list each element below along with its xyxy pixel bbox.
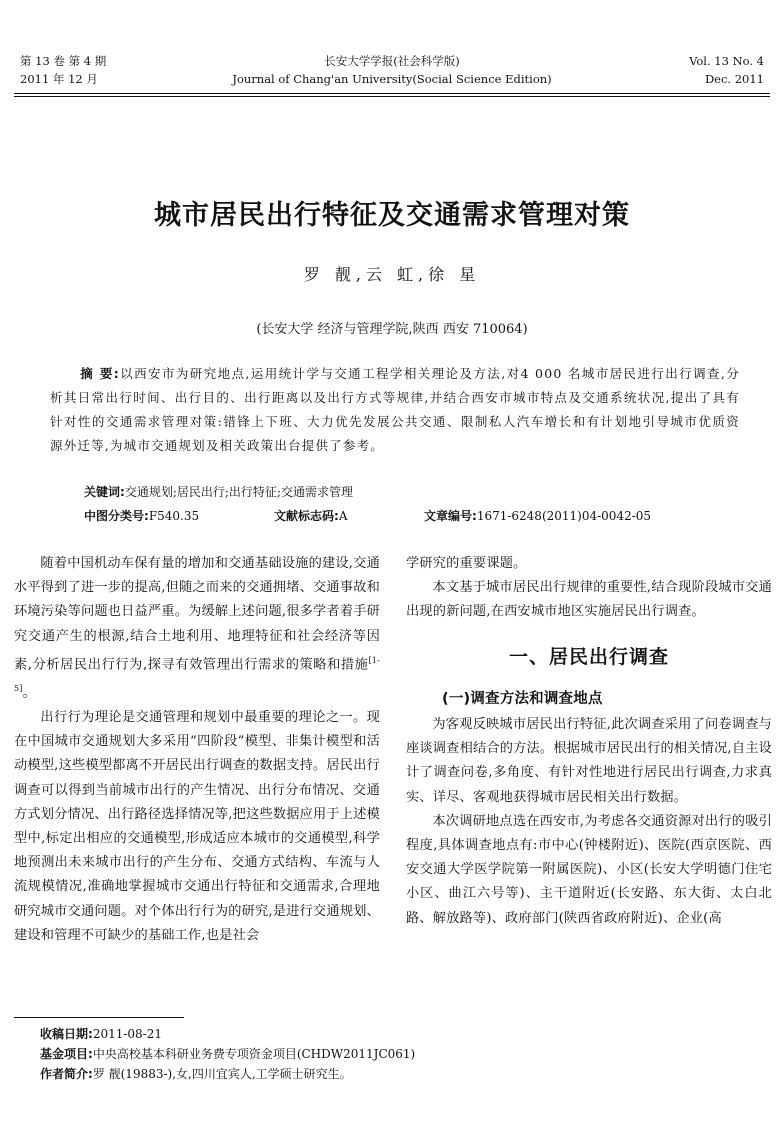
- body-paragraph: 本次调研地点选在西安市,为考虑各交通资源对出行的吸引程度,具体调查地点有:市中心(钟楼附近)、医院(西京医院、西安交通大学医学院第一附属医院)、小区(长安大学明德门住宅小区、曲江六号等)、主干道附近(长安路、东大街、太白北路、解放路等)、政府部门(陕西省政府附近)、企业(高: [406, 813, 772, 926]
- footnote-received: [40, 1024, 162, 1044]
- header-date-cn: 2011 年 12 月: [20, 72, 98, 86]
- keywords: [84, 482, 353, 502]
- header-volume-en: [689, 52, 764, 88]
- header-vol-no: Vol. 13 No. 4: [689, 54, 764, 68]
- header-rule-thin: [14, 96, 770, 97]
- article-no-value: 1671-6248(2011)04-0042-05: [476, 509, 652, 523]
- classification-line: [84, 506, 744, 526]
- header-journal-name: [20, 52, 764, 88]
- received-value: 2011-08-21: [92, 1027, 162, 1041]
- article-authors: 罗 靓,云 虹,徐 星: [303, 265, 481, 284]
- citation: [1-5]: [14, 655, 380, 694]
- article-no-label: 文章编号:: [424, 509, 477, 523]
- body-paragraph: 本文基于城市居民出行规律的重要性,结合现阶段城市交通出现的新问题,在西安城市地区实施居民出行调查。: [406, 580, 772, 620]
- footnote-fund: [40, 1044, 415, 1064]
- author-bio-value: 罗 靓(19883-),女,四川宜宾人,工学硕士研究生。: [92, 1067, 352, 1081]
- body-column-left: [14, 552, 380, 948]
- body-column-right: [406, 552, 772, 931]
- section-heading: 一、居民出行调查: [508, 645, 669, 668]
- received-label: 收稿日期:: [40, 1027, 93, 1041]
- body-paragraph: 学研究的重要课题。: [406, 556, 527, 571]
- header-journal-cn: 长安大学学报(社会科学版): [324, 54, 460, 68]
- doc-code-value: A: [338, 509, 348, 523]
- body-paragraph: 为客观反映城市居民出行特征,此次调查采用了问卷调查与座谈调查相结合的方法。根据城市居民出行的相关情况,自主设计了调查问卷,多角度、有针对性地进行居民出行调查,力求真实、详尽、客观地获得城市居民相关出行数据。: [406, 717, 772, 805]
- abstract: [50, 362, 740, 458]
- header-date-en: Dec. 2011: [704, 72, 764, 86]
- running-header: [20, 52, 764, 92]
- clc-value: F540.35: [148, 509, 200, 523]
- footnote-author: [40, 1064, 352, 1084]
- header-journal-en: Journal of Chang'an University(Social Science Edition): [232, 72, 552, 86]
- header-rule-thick: [14, 93, 770, 94]
- body-paragraph: 出行行为理论是交通管理和规划中最重要的理论之一。现在中国城市交通规划大多采用“四阶段”模型、非集计模型和活动模型,这些模型都离不开居民出行调查的数据支持。居民出行调查可以得到当前城市出行的产生情况、出行分布情况、交通方式划分情况、出行路径选择情况等,把这些数据应用于上述模型中,标定出相应的交通模型,形成适应本城市的交通模型,科学地预测出未来城市出行的产生分布、交通方式结构、车流与人流规模情况,准确地掌握城市交通出行特征和交通需求,合理地研究城市交通问题。对个体出行行为的研究,是进行交通规划、建设和管理不可缺少的基础工作,也是社会: [14, 710, 380, 943]
- paragraph-end: 。: [22, 685, 37, 701]
- body-paragraph: [14, 552, 380, 706]
- doc-code-label: 文献标志码:: [274, 509, 339, 523]
- author-affiliation: (长安大学 经济与管理学院,陕西 西安 710064): [256, 322, 528, 337]
- article-title: 城市居民出行特征及交通需求管理对策: [154, 200, 630, 231]
- abstract-text: 以西安市为研究地点,运用统计学与交通工程学相关理论及方法,对4 000 名城市居民进行出行调查,分析其日常出行时间、出行目的、出行距离以及出行方式等规律,并结合西安市城市特点及交通系统状况,提出了具有针对性的交通需求管理对策:错锋上下班、大力优先发展公共交通、限制私人汽车增长和有计划地引导城市优质资源外迁等,为城市交通规划及相关政策出台提供了参考。: [50, 366, 740, 453]
- keywords-text: 交通规划;居民出行;出行特征;交通需求管理: [124, 485, 353, 499]
- author-bio-label: 作者简介:: [40, 1067, 93, 1081]
- footnote-rule: [14, 1017, 184, 1018]
- subsection-heading: (一)调查方法和调查地点: [442, 690, 603, 707]
- fund-label: 基金项目:: [40, 1047, 93, 1061]
- paragraph-text: 随着中国机动车保有量的增加和交通基础设施的建设,交通水平得到了进一步的提高,但随之而来的交通拥堵、交通事故和环境污染等问题也日益严重。为缓解上述问题,很多学者着手研究交通产生的根源,结合土地利用、地理特征和社会经济等因素,分析居民出行行为,探寻有效管理出行需求的策略和措施: [14, 556, 380, 673]
- header-volume: 第 13 卷 第 4 期: [20, 54, 107, 68]
- keywords-label: 关键词:: [84, 485, 125, 499]
- abstract-label: 摘 要:: [80, 366, 120, 381]
- fund-value: 中央高校基本科研业务费专项资金项目(CHDW2011JC061): [92, 1047, 416, 1061]
- clc-label: 中图分类号:: [84, 509, 149, 523]
